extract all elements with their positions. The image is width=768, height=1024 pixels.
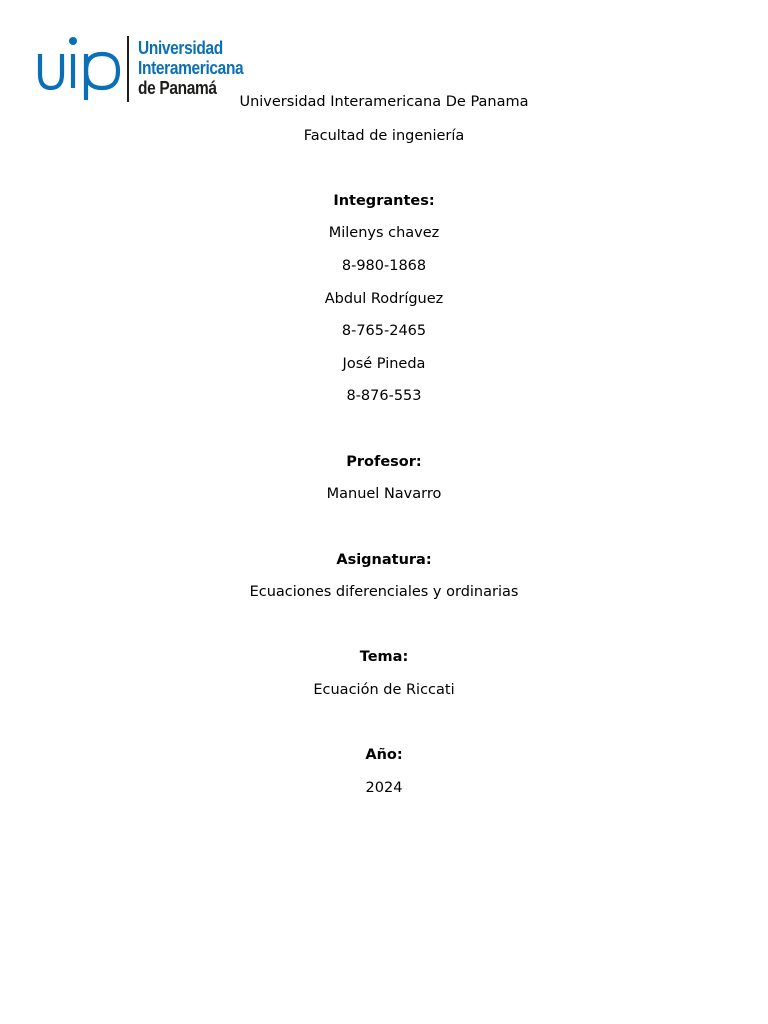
logo-line-de-panama: de Panamá xyxy=(138,78,217,98)
profesor-name: Manuel Navarro xyxy=(326,486,442,502)
logo-line-interamericana: Interamericana xyxy=(138,58,244,78)
member-id-1: 8-980-1868 xyxy=(341,258,427,274)
member-name-2: Abdul Rodríguez xyxy=(324,291,444,307)
profesor-heading: Profesor: xyxy=(346,454,422,470)
anio-heading: Año: xyxy=(365,747,403,763)
uip-logo-mark xyxy=(36,34,122,102)
member-name-1: Milenys chavez xyxy=(328,225,440,241)
member-id-2: 8-765-2465 xyxy=(341,323,427,339)
logo-wordmark xyxy=(138,38,243,98)
tema-value: Ecuación de Riccati xyxy=(313,682,455,698)
logo-line-universidad: Universidad xyxy=(138,38,223,58)
integrantes-heading: Integrantes: xyxy=(333,193,435,209)
asignatura-heading: Asignatura: xyxy=(336,552,432,568)
asignatura-value: Ecuaciones diferenciales y ordinarias xyxy=(249,584,519,600)
faculty-name: Facultad de ingeniería xyxy=(303,128,465,144)
member-id-3: 8-876-553 xyxy=(346,388,422,404)
tema-heading: Tema: xyxy=(359,649,409,665)
anio-value: 2024 xyxy=(365,780,403,796)
university-name: Universidad Interamericana De Panama xyxy=(239,94,529,110)
member-name-3: José Pineda xyxy=(342,356,426,372)
